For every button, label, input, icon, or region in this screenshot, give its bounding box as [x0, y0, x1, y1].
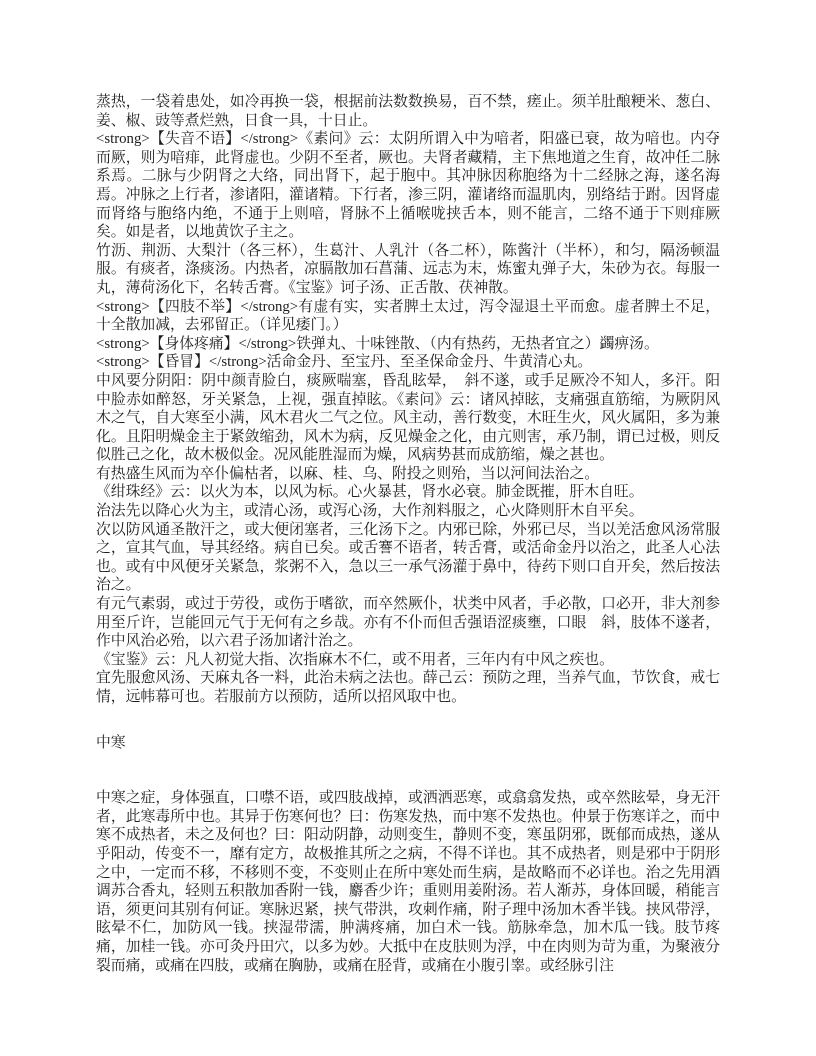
paragraph: 《宝鉴》云：凡人初觉大指、次指麻木不仁，或不用者，三年内有中风之疾也。 [96, 651, 614, 668]
paragraph: 治法先以降心火为主，或清心汤，或泻心汤，大作剂料服之，心火降则肝木自平矣。 [96, 503, 644, 520]
paragraph-entry-sizhibuju: <strong>【四肢不举】</strong>有虚有实，实者脾土太过，泻令湿退土平而愈。虚者脾土不足，十全散加减，去邪留正。（详见痿门。） [96, 298, 720, 334]
paragraph: 中风要分阴阳：阴中颜青脸白，痰厥喘塞，昏乱眩晕， 斜不遂，或手足厥冷不知人，多汗。阳中脸赤如醉怒，牙关紧急，上视，强直掉眩。《素问》云：诸风掉眩，支痛强直筋缩，为厥阴风木之气，自大寒至小满，风木君火二气之位。风主动，善行数变，木旺生火，风火属阳，多为兼化。且阳明燥金主于紧敛缩劲，风木为病，反见燥金之化，由亢则害，承乃制，谓已过极，则反似胜己之化，故木极似金。况风能胜湿而为燥，风病势甚而成筋缩，燥之甚也。 [96, 372, 720, 464]
paragraph: 中寒之症，身体强直，口噤不语，或四肢战掉，或洒洒恶寒，或翕翕发热，或卒然眩晕，身无汗者，此寒毒所中也。其异于伤寒何也？曰：伤寒发热，而中寒不发热也。仲景于伤寒详之，而中寒不成热者，未之及何也？曰：阳动阴静，动则变生，静则不变，寒虽阴邪，既郁而成热，遂从乎阳动，传变不一，靡有定方，故极推其所之之病，不得不详也。其不成热者，则是邪中于阴形之中，一定而不移，不移则不变，不变则止在所中寒处而生病，是故略而不必详也。治之先用酒调苏合香丸，轻则五积散加香附一钱，麝香少许；重则用姜附汤。若人渐苏，身体回暖，稍能言语，须更问其别有何证。寒脉迟紧，挟气带洪，攻刺作痛，附子理中汤加木香半钱。挟风带浮，眩晕不仁，加防风一钱。挟湿带濡，肿满疼痛，加白术一钱。筋脉牵急，加木瓜一钱。肢节疼痛，加桂一钱。亦可灸丹田穴，以多为妙。大抵中在皮肤则为浮，中在肉则为苛为重，为聚液分裂而痛，或痛在四肢，或痛在胸胁，或痛在胫背，或痛在小腹引睾。或经脉引注 [96, 790, 720, 974]
paragraph: 蒸热，一袋着患处，如冷再换一袋，根据前法数数换易，百不禁，瘥止。须羊肚酿粳米、葱白、姜、椒、豉等煮烂熟，日食一具，十日止。 [96, 94, 720, 129]
paragraph-entry-shentitengtong: <strong>【身体疼痛】</strong>铁弹丸、十味锉散、（内有热药，无热者宜之）蠲痹汤。 [96, 335, 659, 352]
paragraph-entry-shiyinbuyu: <strong>【失音不语】</strong>《素问》云：太阴所谓入中为喑者，阳盛已衰，故为喑也。内夺而厥，则为喑痱，此肾虚也。少阴不至者，厥也。夫肾者藏精，主下焦地道之生育，故冲任二脉系焉。二脉与少阴肾之大络，同出肾下，起于胞中。其冲脉因称胞络为十二经脉之海，遂名海焉。冲脉之上行者，渗诸阳，灌诸精。下行者，渗三阴，灌诸络而温肌肉，别络结于跗。因肾虚而肾络与胞络内绝，不通于上则喑，肾脉不上循喉咙挟舌本，则不能言，二络不通于下则痱厥矣。如是者，以地黄饮子主之。 [96, 131, 720, 241]
paragraph: 宜先服愈风汤、天麻丸各一料，此治未病之法也。薛己云：预防之理，当养气血，节饮食，戒七情，远帏幕可也。若服前方以预防，适所以招风取中也。 [96, 670, 720, 705]
section-heading-zhonghan: 中寒 [96, 734, 126, 751]
document-body [96, 93, 735, 975]
paragraph-entry-hunmao: <strong>【昏冒】</strong>活命金丹、至宝丹、至圣保命金丹、牛黄清心丸。 [96, 354, 593, 371]
paragraph: 《绀珠经》云：以火为本，以风为标。心火暴甚，肾水必衰。肺金既摧，肝木自旺。 [96, 484, 644, 501]
paragraph: 有元气素弱，或过于劳役，或伤于嗜欲，而卒然厥仆，状类中风者，手必散，口必开，非大剂参 用至斤许，岂能回元气于无何有之乡哉。亦有不仆而但舌强语涩痰壅，口眼 斜，肢体不遂者，作中风治必殆，以六君子汤加诸汁治之。 [96, 596, 735, 650]
paragraph: 竹沥、荆沥、大梨汁（各三杯），生葛汁、人乳汁（各二杯），陈酱汁（半杯），和匀，隔汤顿温服。有痰者，涤痰汤。内热者，凉膈散加石菖蒲、远志为末，炼蜜丸弹子大，朱砂为衣。每服一丸，薄荷汤化下，名转舌膏。《宝鉴》诃子汤、正舌散、茯神散。 [96, 242, 720, 296]
paragraph: 有热盛生风而为卒仆偏枯者，以麻、桂、乌、附投之则殆，当以河间法治之。 [96, 465, 600, 482]
paragraph: 次以防风通圣散汗之，或大便闭塞者，三化汤下之。内邪已除，外邪已尽，当以羌活愈风汤常服之，宣其气血，导其经络。病自已矣。或舌謇不语者，转舌膏，或活命金丹以治之，此圣人心法也。或有中风便牙关紧急，浆粥不入，急以三一承气汤灌于鼻中，待药下则口自开矣，然后按法治之。 [96, 521, 720, 594]
